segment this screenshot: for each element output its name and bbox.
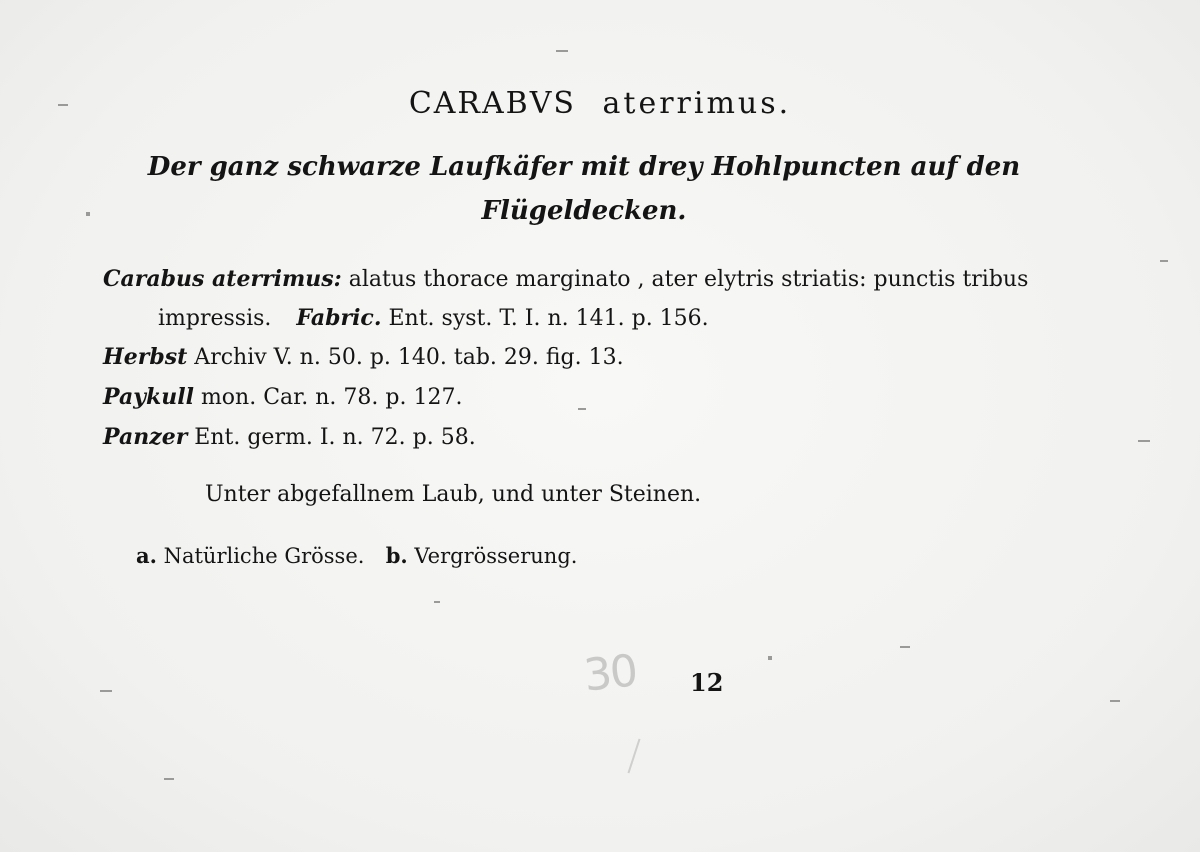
pencil-annotation: 30: [581, 645, 639, 702]
paper-speck: [100, 690, 112, 692]
caption-label-a: a.: [136, 543, 157, 568]
paper-speck: [578, 408, 586, 410]
reference-text: mon. Car. n. 78. p. 127.: [193, 385, 463, 410]
paper-speck: [900, 646, 910, 648]
reference-text: Ent. germ. I. n. 72. p. 58.: [187, 425, 476, 450]
reference-text: alatus thorace marginato , ater elytris striatis: punctis tribus: [341, 267, 1029, 292]
reference-text: Ent. syst. T. I. n. 141. p. 156.: [381, 306, 709, 331]
paper-speck: [768, 656, 772, 660]
reference-text: Archiv V. n. 50. p. 140. tab. 29. fig. 13.: [187, 345, 624, 370]
reference-herbst: [103, 344, 624, 370]
paper-speck: [1110, 700, 1120, 702]
paper-speck: [556, 50, 568, 52]
subtitle-line-2: Flügeldecken.: [481, 196, 687, 226]
page-title: [0, 86, 1200, 121]
pencil-stroke: [627, 739, 640, 774]
paper-speck: [86, 212, 90, 216]
habitat-text: Unter abgefallnem Laub, und unter Steinen.: [205, 482, 702, 507]
reference-text: impressis.: [158, 306, 272, 331]
reference-panzer: [103, 424, 476, 450]
subtitle-line-1: Der ganz schwarze Laufkäfer mit drey Hohlpuncten auf den: [147, 152, 1021, 182]
caption-text-a: Natürliche Grösse.: [156, 544, 365, 568]
reference-author: Paykull: [103, 384, 194, 410]
reference-fabricius-continuation: [158, 305, 709, 331]
caption-text-b: Vergrösserung.: [407, 544, 578, 568]
paper-speck: [58, 104, 68, 106]
reference-author: Herbst: [103, 344, 188, 370]
paper-speck: [164, 778, 174, 780]
reference-paykull: [103, 384, 462, 410]
paper-speck: [1160, 260, 1168, 262]
caption-label-b: b.: [385, 543, 408, 568]
figure-caption: [136, 543, 577, 568]
title-species: aterrimus.: [602, 86, 792, 121]
title-genus: CARABVS: [408, 86, 576, 121]
reference-author: Panzer: [103, 424, 188, 450]
reference-author: Carabus aterrimus:: [103, 266, 342, 292]
reference-author: Fabric.: [296, 305, 382, 331]
paper-speck: [434, 601, 440, 603]
paper-speck: [1138, 440, 1150, 442]
reference-fabricius: [103, 266, 1028, 292]
plate-number: 12: [690, 668, 724, 697]
